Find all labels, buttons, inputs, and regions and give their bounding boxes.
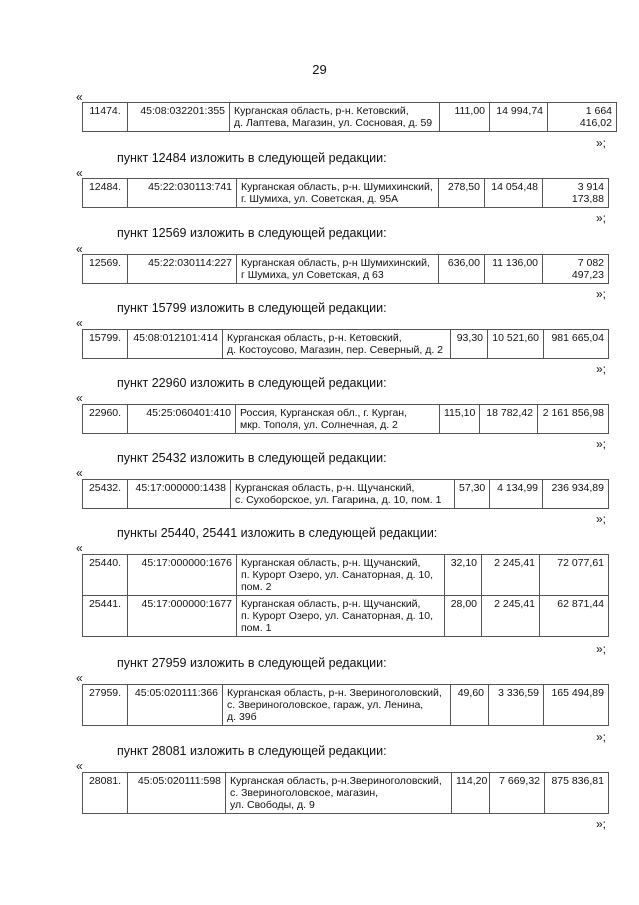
total-value: 1 664 416,02: [548, 103, 617, 132]
unit-value: 14 994,74: [490, 103, 548, 132]
area: 28,00: [445, 596, 482, 637]
table-row: [83, 255, 609, 284]
cadastral-number: 45:17:000000:1438: [128, 480, 231, 509]
area: 32,10: [445, 555, 482, 596]
address: Курганская область, р-н. Кетовский, д. Костоусово, Магазин, пер. Северный, д. 2: [223, 330, 451, 359]
close-quote: »;: [596, 287, 607, 301]
cadastral-number: 45:25:060401:410: [128, 405, 236, 434]
row-number: 25440.: [83, 555, 128, 596]
registry-table: [82, 329, 609, 359]
close-quote: »;: [596, 642, 607, 656]
close-quote: »;: [596, 437, 607, 451]
open-quote: «: [76, 671, 83, 685]
amendment-intro: пункт 27959 изложить в следующей редакции:: [117, 656, 387, 670]
unit-value: 2 245,41: [482, 596, 540, 637]
area: 636,00: [439, 255, 485, 284]
address: Курганская область, р-н. Звериноголовский, с. Звериноголовское, гараж, ул. Ленина, д. 39б: [223, 685, 451, 726]
row-number: 22960.: [83, 405, 128, 434]
area: 115,10: [440, 405, 480, 434]
open-quote: «: [76, 391, 83, 405]
area: 49,60: [451, 685, 489, 726]
registry-table: [82, 684, 609, 726]
unit-value: 3 336,59: [489, 685, 544, 726]
registry-table: [82, 178, 609, 208]
registry-table: [82, 479, 609, 509]
total-value: 875 836,81: [545, 773, 609, 814]
close-quote: »;: [596, 817, 607, 831]
table-row: [83, 405, 609, 434]
unit-value: 14 054,48: [485, 179, 543, 208]
open-quote: «: [76, 242, 83, 256]
address: Курганская область, р-н.Звериноголовский, с. Звериноголовское, магазин, ул. Свободы, д. 9: [226, 773, 452, 814]
total-value: 3 914 173,88: [543, 179, 609, 208]
open-quote: «: [76, 466, 83, 480]
registry-table: [82, 254, 609, 284]
row-number: 15799.: [83, 330, 128, 359]
cadastral-number: 45:08:032201:355: [128, 103, 230, 132]
total-value: 62 871,44: [540, 596, 609, 637]
registry-table: [82, 554, 609, 637]
address: Курганская область, р-н Шумихинский, г Шумиха, ул Советская, д 63: [237, 255, 439, 284]
address: Курганская область, р-н. Кетовский, д. Лаптева, Магазин, ул. Сосновая, д. 59: [230, 103, 440, 132]
row-number: 25441.: [83, 596, 128, 637]
total-value: 236 934,89: [543, 480, 609, 509]
cadastral-number: 45:08:012101:414: [128, 330, 223, 359]
registry-table: [82, 404, 609, 434]
page-number: 29: [312, 62, 327, 77]
open-quote: «: [76, 90, 83, 104]
amendment-intro: пункты 25440, 25441 изложить в следующей редакции:: [117, 526, 438, 540]
row-number: 12484.: [83, 179, 128, 208]
address: Россия, Курганская обл., г. Курган, мкр. Тополя, ул. Солнечная, д. 2: [236, 405, 440, 434]
row-number: 12569.: [83, 255, 128, 284]
unit-value: 18 782,42: [480, 405, 538, 434]
cadastral-number: 45:22:030113:741: [128, 179, 237, 208]
cadastral-number: 45:05:020111:366: [128, 685, 223, 726]
unit-value: 2 245,41: [482, 555, 540, 596]
address: Курганская область, р-н. Шумихинский, г. Шумиха, ул. Советская, д. 95А: [237, 179, 439, 208]
amendment-intro: пункт 28081 изложить в следующей редакции:: [117, 744, 387, 758]
amendment-intro: пункт 22960 изложить в следующей редакции:: [117, 376, 387, 390]
area: 57,30: [455, 480, 490, 509]
unit-value: 4 134,99: [490, 480, 543, 509]
cadastral-number: 45:17:000000:1677: [128, 596, 237, 637]
registry-table: [82, 102, 617, 132]
open-quote: «: [76, 166, 83, 180]
table-row: [83, 685, 609, 726]
table-row: [83, 773, 609, 814]
unit-value: 10 521,60: [488, 330, 544, 359]
cadastral-number: 45:17:000000:1676: [128, 555, 237, 596]
close-quote: »;: [596, 362, 607, 376]
row-number: 27959.: [83, 685, 128, 726]
table-row: [83, 330, 609, 359]
table-row: [83, 555, 609, 596]
total-value: 165 494,89: [544, 685, 609, 726]
unit-value: 7 669,32: [490, 773, 545, 814]
cadastral-number: 45:22:030114:227: [128, 255, 237, 284]
row-number: 25432.: [83, 480, 128, 509]
close-quote: »;: [596, 211, 607, 225]
cadastral-number: 45:05:020111:598: [128, 773, 226, 814]
table-row: [83, 179, 609, 208]
table-row: [83, 480, 609, 509]
area: 111,00: [440, 103, 490, 132]
amendment-intro: пункт 15799 изложить в следующей редакции:: [117, 301, 387, 315]
amendment-intro: пункт 12484 изложить в следующей редакции:: [117, 151, 387, 165]
table-row: [83, 596, 609, 637]
close-quote: »;: [596, 136, 607, 150]
open-quote: «: [76, 759, 83, 773]
total-value: 7 082 497,23: [543, 255, 609, 284]
area: 278,50: [439, 179, 485, 208]
total-value: 981 665,04: [544, 330, 609, 359]
row-number: 11474.: [83, 103, 128, 132]
close-quote: »;: [596, 730, 607, 744]
address: Курганская область, р-н. Щучанский, п. Курорт Озеро, ул. Санаторная, д. 10, пом. 2: [237, 555, 445, 596]
total-value: 2 161 856,98: [538, 405, 609, 434]
open-quote: «: [76, 541, 83, 555]
amendment-intro: пункт 25432 изложить в следующей редакции:: [117, 451, 387, 465]
table-row: [83, 103, 617, 132]
area: 93,30: [451, 330, 488, 359]
address: Курганская область, р-н. Щучанский, п. Курорт Озеро, ул. Санаторная, д. 10, пом. 1: [237, 596, 445, 637]
amendment-intro: пункт 12569 изложить в следующей редакции:: [117, 226, 387, 240]
address: Курганская область, р-н. Щучанский, с. Сухоборское, ул. Гагарина, д. 10, пом. 1: [231, 480, 455, 509]
unit-value: 11 136,00: [485, 255, 543, 284]
area: 114,20: [452, 773, 490, 814]
total-value: 72 077,61: [540, 555, 609, 596]
row-number: 28081.: [83, 773, 128, 814]
registry-table: [82, 772, 609, 814]
open-quote: «: [76, 316, 83, 330]
close-quote: »;: [596, 512, 607, 526]
